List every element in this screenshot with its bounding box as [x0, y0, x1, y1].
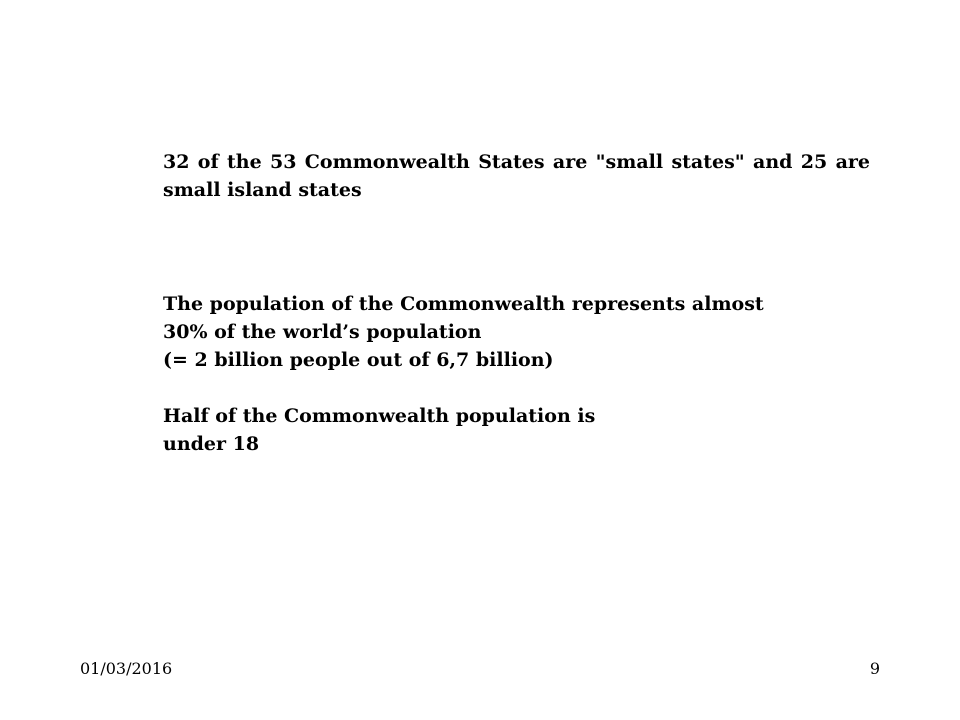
population-line-3: (= 2 billion people out of 6,7 billion) — [163, 349, 554, 371]
slide-body — [163, 148, 870, 458]
population-line-1: The population of the Commonwealth represents almost — [163, 293, 764, 315]
small-states-paragraph: 32 of the 53 Commonwealth States are "small states" and 25 are small island states — [163, 151, 870, 201]
youth-line-1: Half of the Commonwealth population is — [163, 405, 596, 427]
page-number: 9 — [869, 659, 880, 678]
population-paragraph — [163, 290, 870, 374]
spacer — [163, 204, 870, 290]
youth-paragraph — [163, 402, 870, 458]
population-line-2: 30% of the world’s population — [163, 321, 482, 343]
youth-line-2: under 18 — [163, 433, 260, 455]
footer-date: 01/03/2016 — [80, 659, 173, 678]
spacer — [163, 374, 870, 402]
